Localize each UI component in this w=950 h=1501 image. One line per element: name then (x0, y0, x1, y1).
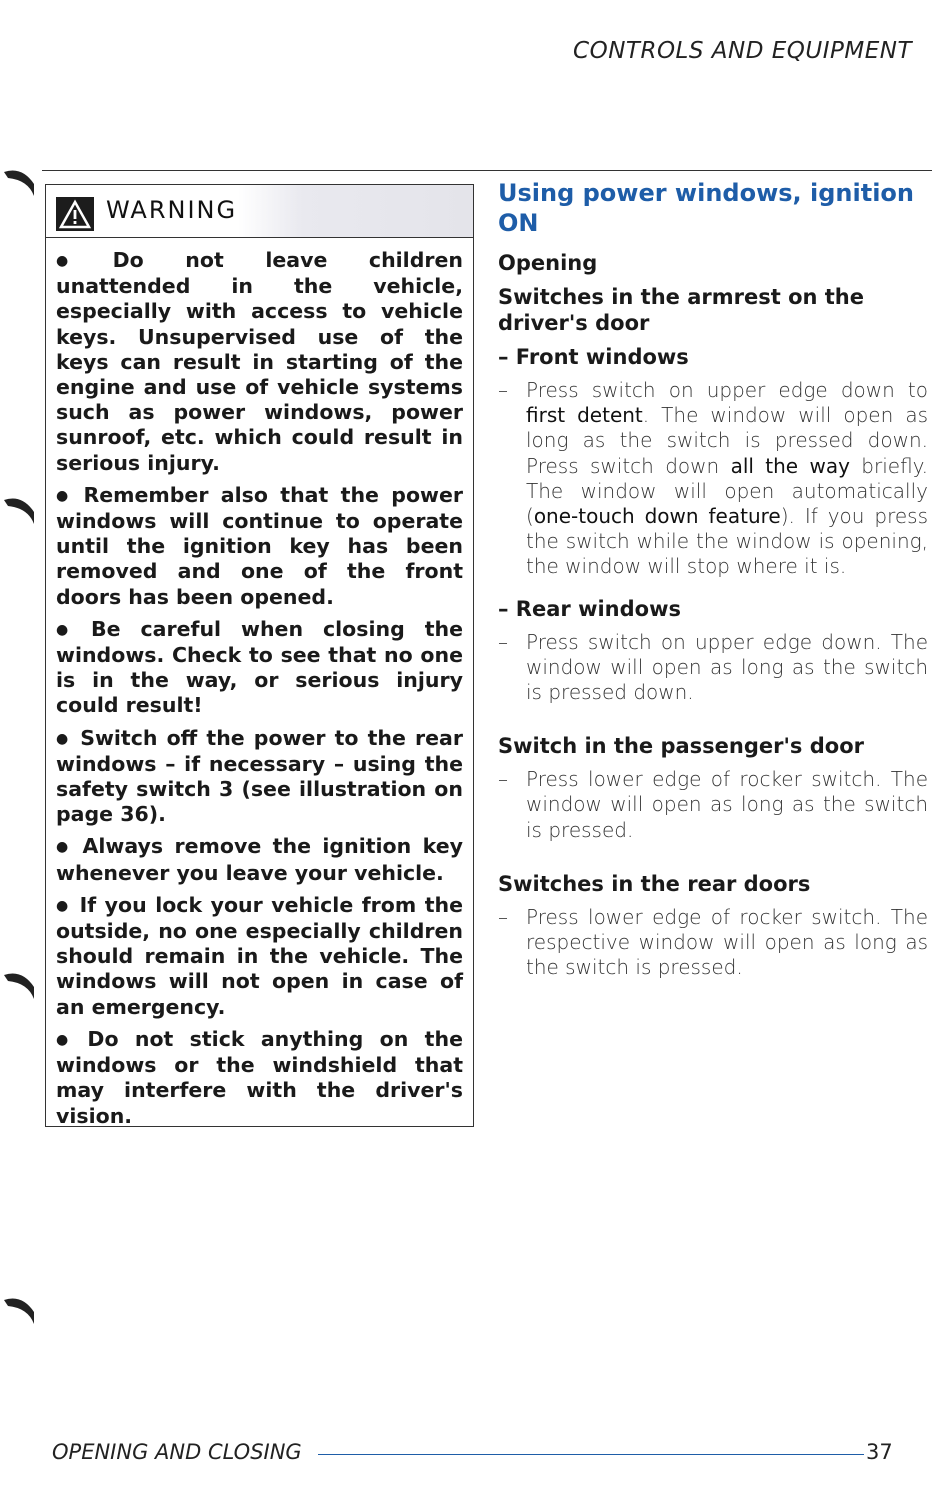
section-title: Using power windows, ignition ON (498, 179, 915, 237)
warning-item: ● If you lock your vehicle from the outside, no one especially children should remain in the vehicle. The windows will not open in case of an emergency. (56, 892, 463, 1019)
warning-list (46, 238, 473, 1129)
rear-windows-text: – Press switch on upper edge down. The window will open as long as the switch is pressed down. (498, 629, 928, 705)
warning-item: ● Always remove the ignition key whenever you leave your vehicle. (56, 834, 463, 885)
page-header-title: CONTROLS AND EQUIPMENT (573, 38, 912, 64)
warning-label: WARNING (106, 196, 238, 224)
opening-heading: Opening (498, 251, 598, 275)
bullet-icon: ● (56, 487, 74, 504)
passenger-door-text: – Press lower edge of rocker switch. The window will open as long as the switch is pressed. (498, 767, 928, 842)
binder-hole-mark (0, 490, 38, 530)
bullet-icon: ● (56, 730, 71, 747)
binder-hole-mark (0, 1290, 38, 1330)
rear-doors-heading: Switches in the rear doors (498, 871, 811, 896)
front-windows-heading: – Front windows (498, 345, 689, 369)
footer-section-title: OPENING AND CLOSING (52, 1440, 302, 1464)
page-number: 37 (866, 1440, 893, 1464)
passenger-door-heading: Switch in the passenger's door (498, 734, 864, 759)
bullet-icon: ● (56, 897, 70, 914)
footer-divider (318, 1454, 864, 1455)
bullet-icon: ● (56, 1031, 78, 1048)
armrest-heading: Switches in the armrest on the driver's door (498, 285, 864, 335)
front-windows-text: – Press switch on upper edge down to first detent. The window will open as long as the switch is pressed down. Press switch down all the way briefly. The window will open automatically (one-touch down feature). If you press the switch while the window is opening, the window will stop where it is. (498, 378, 929, 579)
warning-item: ● Remember also that the power windows will continue to operate until the ignition key has been removed and one of the front doors has been opened. (56, 482, 464, 609)
warning-item: ● Do not stick anything on the windows or the windshield that may interfere with the driver's vision. (56, 1026, 463, 1128)
header-divider (42, 170, 932, 171)
rear-windows-heading: – Rear windows (498, 596, 681, 621)
rear-doors-text: – Press lower edge of rocker switch. The respective window will open as long as the switch is pressed. (498, 904, 928, 980)
warning-item: ● Be careful when closing the windows. Check to see that no one is in the way, or serious injury could result! (56, 616, 464, 718)
warning-triangle-icon (56, 197, 94, 231)
warning-item: ● Switch off the power to the rear windows – if necessary – using the safety switch 3 (see illustration on page 36). (56, 725, 464, 827)
bullet-icon: ● (56, 253, 103, 269)
warning-header (46, 185, 473, 238)
binder-hole-mark (0, 162, 38, 202)
bullet-icon: ● (56, 839, 73, 856)
warning-box (45, 184, 474, 1127)
binder-hole-mark (0, 965, 38, 1005)
bullet-icon: ● (56, 621, 82, 638)
main-content (498, 178, 928, 988)
warning-item: ● Do not leave children unattended in the vehicle, especially with access to vehicle keys. Unsupervised use of the keys can result in starting of the engine and use of vehicle systems such as power windows, power sunroof, etc. which could result in serious injury. (56, 248, 463, 475)
